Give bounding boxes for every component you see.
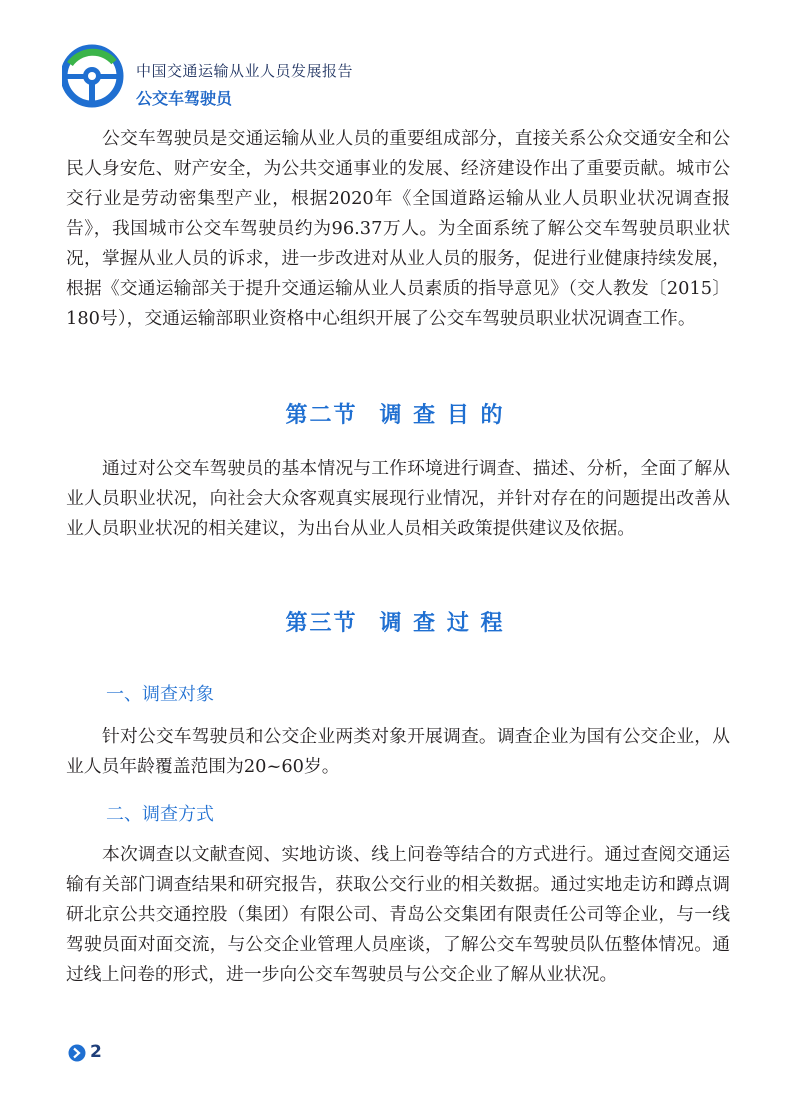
subsection2-heading: 二、调查方式 <box>106 804 214 825</box>
section2-heading <box>0 398 790 429</box>
subsection1-heading: 一、调查对象 <box>106 684 214 705</box>
section3-heading <box>0 606 790 637</box>
section2-paragraph: 通过对公交车驾驶员的基本情况与工作环境进行调查、描述、分析，全面了解从业人员职业状况，向社会大众客观真实展现行业情况，并针对存在的问题提出改善从业人员职业状况的相关建议，为出台从业人员相关政策提供建议及依据。 <box>66 458 730 539</box>
chapter-subject: 公交车驾驶员 <box>136 89 233 108</box>
section2-number: 第二节 <box>285 403 358 428</box>
report-title: 中国交通运输从业人员发展报告 <box>136 62 354 80</box>
steering-wheel-logo-icon <box>62 44 126 108</box>
running-header <box>62 44 362 124</box>
subsection1-paragraph: 针对公交车驾驶员和公交企业两类对象开展调查。调查企业为国有公交企业，从业人员年龄覆盖范围为20~60岁。 <box>66 726 730 777</box>
page-number: 2 <box>90 1042 102 1062</box>
section3-number: 第三节 <box>285 611 358 636</box>
section3-title: 调 查 过 程 <box>379 611 505 636</box>
subsection2-paragraph: 本次调查以文献查阅、实地访谈、线上问卷等结合的方式进行。通过查阅交通运输有关部门调查结果和研究报告，获取公交行业的相关数据。通过实地走访和蹲点调研北京公共交通控股（集团）有限公司、青岛公交集团有限责任公司等企业，与一线驾驶员面对面交流，与公交企业管理人员座谈，了解公交车驾驶员队伍整体情况。通过线上问卷的形式，进一步向公交车驾驶员与公交企业了解从业状况。 <box>66 844 730 985</box>
section2-title: 调 查 目 的 <box>379 403 505 428</box>
chevron-right-circle-icon <box>68 1044 86 1062</box>
intro-paragraph: 公交车驾驶员是交通运输从业人员的重要组成部分，直接关系公众交通安全和公民人身安危、财产安全，为公共交通事业的发展、经济建设作出了重要贡献。城市公交行业是劳动密集型产业，根据2020年《全国道路运输从业人员职业状况调查报告》，我国城市公交车驾驶员约为96.37万人。为全面系统了解公交车驾驶员职业状况，掌握从业人员的诉求，进一步改进对从业人员的服务，促进行业健康持续发展，根据《交通运输部关于提升交通运输从业人员素质的指导意见》（交人教发〔2015〕180号），交通运输部职业资格中心组织开展了公交车驾驶员职业状况调查工作。 <box>66 128 730 329</box>
